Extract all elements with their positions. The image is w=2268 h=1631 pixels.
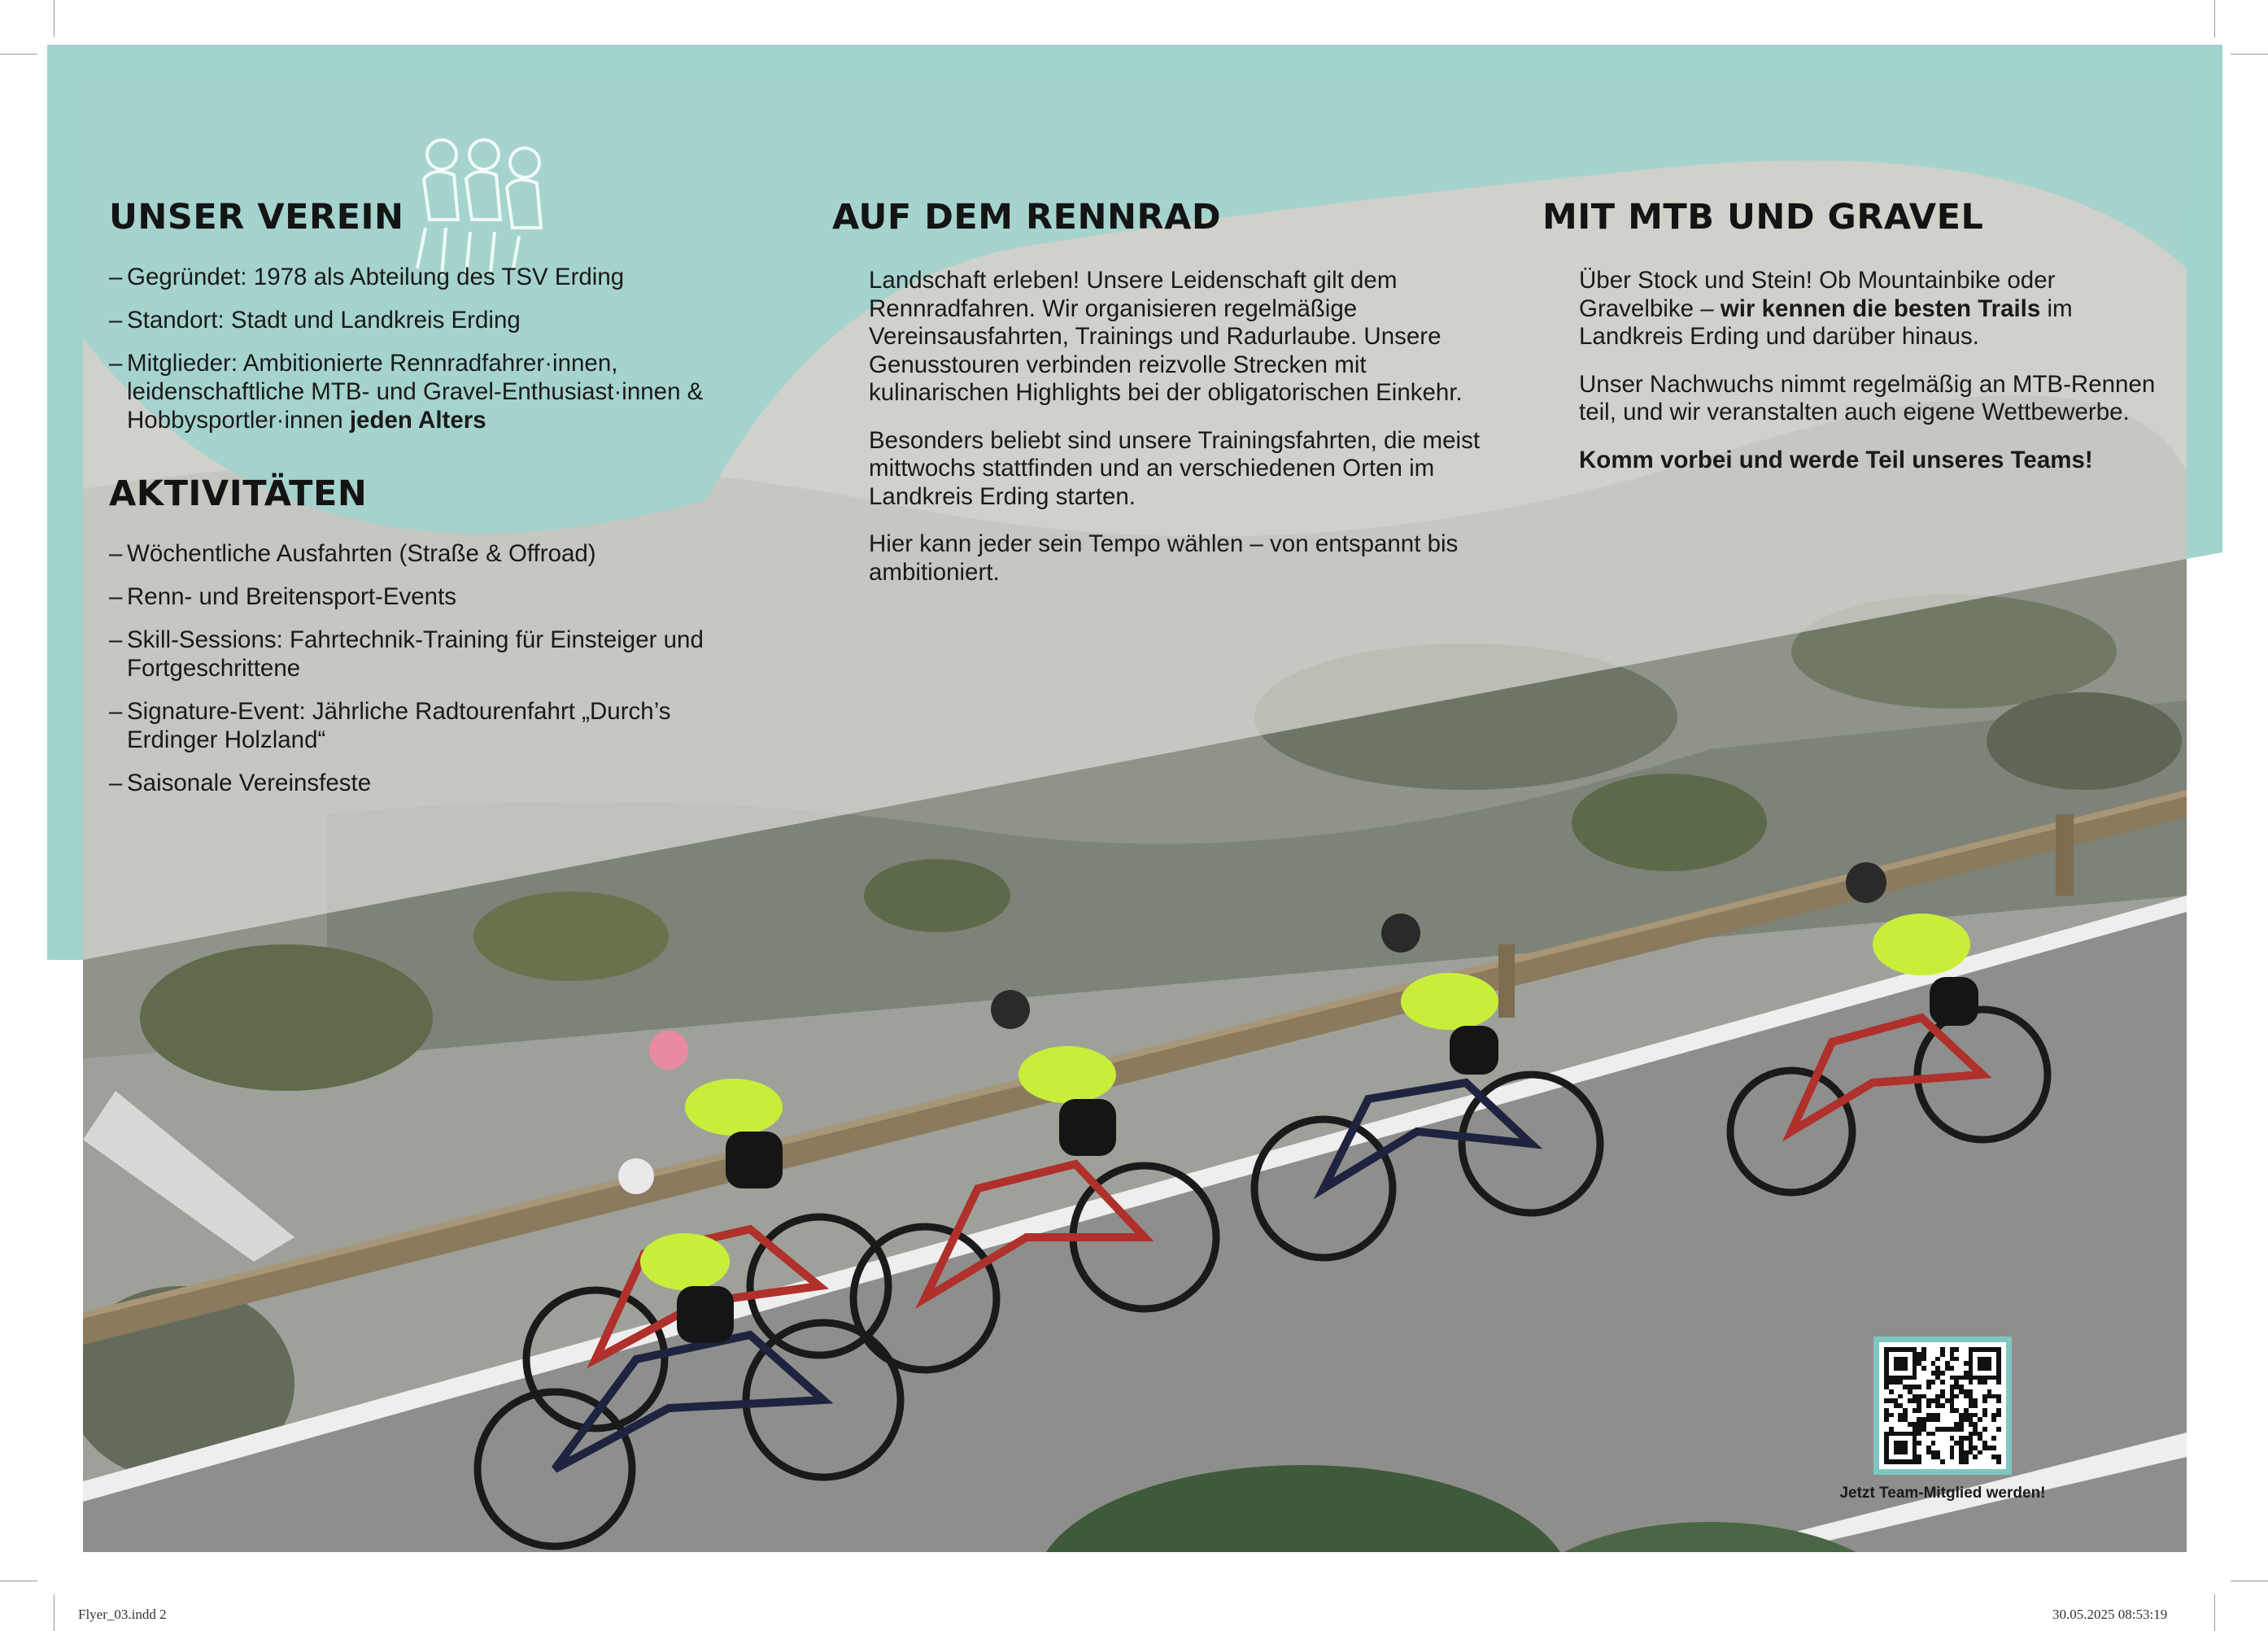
- list-item: – Skill-Sessions: Fahrtechnik-Training für Einsteiger und Fortgeschrittene: [109, 626, 744, 682]
- list-item: – Gegründet: 1978 als Abteilung des TSV Erding: [109, 263, 784, 291]
- crop-mark: [54, 1594, 55, 1631]
- paragraph-text: im Landkreis Erding und darüber hinaus.: [1579, 294, 2073, 350]
- qr-code[interactable]: [1873, 1337, 2012, 1475]
- list-item-text: Mitglieder: Ambitionierte Rennradfahrer·innen, leidenschaftliche MTB- und Gravel-Enthusiast·innen & Hobbysportler·innen: [127, 350, 704, 434]
- crop-mark: [2214, 0, 2215, 37]
- paragraph: Hier kann jeder sein Tempo wählen – von entspannt bis ambitioniert.: [869, 530, 1459, 586]
- crop-mark: [2214, 1594, 2215, 1631]
- heading-aktivitaeten: AKTIVITÄTEN: [109, 473, 368, 514]
- list-item-bold: jeden Alters: [349, 407, 486, 434]
- verein-facts-list: [109, 263, 784, 449]
- rennrad-text: [869, 267, 1487, 606]
- heading-mtb-gravel: MIT MTB UND GRAVEL: [1542, 197, 1984, 238]
- slug-file-info: Flyer_03.indd 2: [78, 1607, 167, 1622]
- paragraph: Landschaft erleben! Unsere Leidenschaft gilt dem Rennradfahren. Wir organisieren regelmäßige Vereinsausfahrten, Trainings und Radurlaube. Unsere Genusstouren verbinden reizvolle Strecken mit kulinarischen Highlights bei der obligatorischen Einkehr.: [869, 267, 1463, 406]
- paragraph: Besonders beliebt sind unsere Trainingsfahrten, die meist mittwochs stattfinden und an verschiedenen Orten im Landkreis Erding starten.: [869, 426, 1481, 510]
- paragraph-text: Über Stock und Stein! Ob Mountainbike oder Gravelbike –: [1579, 267, 2056, 322]
- activities-list: [109, 539, 744, 812]
- flyer-page: [47, 45, 2222, 1552]
- paragraph-bold: wir kennen die besten Trails: [1720, 294, 2041, 322]
- list-item: – Renn- und Breitensport-Events: [109, 582, 744, 611]
- paragraph: Unser Nachwuchs nimmt regelmäßig an MTB-Rennen teil, und wir veranstalten auch eigene Wettbewerbe.: [1579, 370, 2156, 425]
- qr-pattern: [1884, 1347, 2001, 1464]
- paragraph: [1579, 267, 2165, 351]
- crop-mark: [54, 0, 55, 37]
- qr-module: [1996, 1459, 2001, 1464]
- crop-mark: [2231, 54, 2268, 55]
- list-item: – Wöchentliche Ausfahrten (Straße & Offroad): [109, 539, 744, 568]
- list-item: [109, 349, 784, 434]
- list-item: – Saisonale Vereinsfeste: [109, 769, 744, 797]
- crop-mark: [0, 54, 37, 55]
- list-item: – Signature-Event: Jährliche Radtourenfahrt „Durch’s Erdinger Holzland“: [109, 697, 744, 754]
- slug-date-time: 30.05.2025 08:53:19: [2052, 1607, 2168, 1622]
- heading-unser-verein: UNSER VEREIN: [109, 197, 404, 238]
- mtb-gravel-text: [1579, 267, 2165, 494]
- heading-rennrad: AUF DEM RENNRAD: [832, 197, 1222, 238]
- qr-caption: Jetzt Team-Mitglied werden!: [1839, 1485, 2046, 1502]
- call-to-action: Komm vorbei und werde Teil unseres Teams!: [1579, 446, 2093, 473]
- cyclists-line-icon: [409, 130, 556, 285]
- list-item: – Standort: Stadt und Landkreis Erding: [109, 306, 784, 334]
